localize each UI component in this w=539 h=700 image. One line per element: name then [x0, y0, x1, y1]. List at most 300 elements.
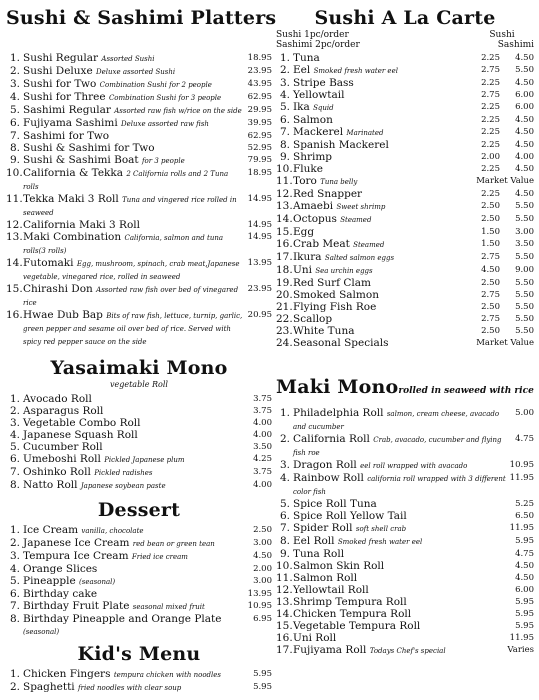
item-body [293, 301, 470, 313]
menu-item [6, 130, 272, 142]
menu-item [6, 613, 272, 638]
sashimi-price: 9.00 [515, 265, 534, 275]
item-name: Spanish Mackerel [293, 139, 389, 151]
item-body [293, 584, 506, 596]
menu-item [6, 78, 272, 91]
sushi-price: 2.25 [481, 189, 500, 199]
dessert-title: Dessert [97, 499, 181, 521]
menu-item [6, 117, 272, 130]
item-price: 3.50 [253, 442, 272, 452]
item-number: 12. [6, 219, 23, 231]
item-description: eel roll wrapped with avacado [360, 462, 468, 470]
item-number: 14. [6, 257, 23, 269]
item-description: Bits of raw fish, lettuce, turnip, garlic, green pepper and sesame oil over bed of rice. Served with spicy red pepper sauce on the side [23, 312, 243, 346]
sushi-price: 2.25 [481, 78, 500, 88]
item-number: 12. [276, 584, 293, 596]
alacarte-header-sashimi-col: Sashimi [497, 40, 534, 50]
menu-item [276, 277, 534, 289]
menu-item [276, 632, 534, 644]
menu-item [276, 313, 534, 325]
menu-item [6, 167, 272, 193]
item-body [293, 188, 470, 200]
item-price: 23.95 [247, 284, 272, 294]
menu-item [6, 575, 272, 588]
alacarte-header-row-1 [276, 30, 534, 40]
menu-item [276, 289, 534, 301]
item-body [293, 200, 470, 213]
item-name: Smoked Salmon [293, 289, 379, 301]
yasaimaki-section [6, 356, 272, 492]
item-number: 4. [9, 563, 20, 575]
sashimi-price: 6.00 [515, 102, 534, 112]
sashimi-price: 4.50 [515, 164, 534, 174]
menu-item [276, 200, 534, 213]
item-number: 7. [9, 130, 20, 142]
item-name: Fujiyama Sashimi [23, 117, 118, 129]
yasaimaki-subtitle: vegetable Roll [109, 380, 168, 389]
item-name: Uni [293, 264, 312, 276]
menu-item [6, 91, 272, 104]
item-body [293, 151, 470, 163]
item-body [293, 175, 470, 188]
item-body [23, 142, 244, 154]
item-number: 10. [276, 560, 293, 572]
kids-title: Kid's Menu [77, 643, 201, 665]
menu-item [6, 405, 272, 417]
item-price: 4.00 [253, 480, 272, 490]
item-price: 2.50 [253, 525, 272, 535]
item-body [293, 548, 506, 560]
menu-item [6, 283, 272, 309]
item-number: 5. [9, 441, 20, 453]
item-price: 23.95 [247, 66, 272, 76]
item-price: 5.95 [253, 669, 272, 679]
item-price: 2.00 [253, 564, 272, 574]
item-price: 4.00 [253, 430, 272, 440]
item-price: 62.95 [247, 92, 272, 102]
item-name: Fujiyama Roll [293, 644, 367, 656]
sashimi-price: 4.00 [515, 152, 534, 162]
item-description: Sweet shrimp [336, 203, 386, 211]
item-number: 8. [9, 613, 20, 625]
menu-item [276, 498, 534, 510]
item-body [23, 52, 244, 65]
item-body [293, 89, 470, 101]
item-name: Uni Roll [293, 632, 337, 644]
sashimi-price: 5.50 [515, 65, 534, 75]
item-description: (seasonal) [79, 578, 116, 586]
kids-section [6, 642, 272, 694]
item-body [23, 668, 244, 681]
item-body [23, 563, 244, 575]
sashimi-price: 5.50 [515, 252, 534, 262]
item-name: Asparagus Roll [23, 405, 104, 417]
item-description: Pickled Japanese plum [104, 456, 185, 464]
item-name: Shrimp Tempura Roll [293, 596, 407, 608]
menu-item [276, 89, 534, 101]
menu-item [276, 163, 534, 175]
right-column [276, 0, 534, 657]
item-price: 4.50 [515, 573, 534, 583]
item-body [23, 588, 244, 600]
item-price: 11.95 [509, 473, 534, 483]
item-description: Egg, mushroom, spinach, crab meat,Japanese vegetable, vinegared rice, rolled in seaweed [23, 260, 240, 281]
item-number: 8. [9, 479, 20, 491]
alacarte-header-sushi-order: Sushi 1pc/order [276, 30, 349, 40]
item-body [23, 417, 244, 429]
item-name: Crab Meat [293, 238, 350, 250]
item-price: 10.95 [509, 460, 534, 470]
menu-item [6, 441, 272, 453]
sashimi-price: 3.00 [515, 227, 534, 237]
sushi-price: 2.75 [481, 90, 500, 100]
item-price: 4.00 [253, 418, 272, 428]
item-description: soft shell crab [355, 525, 407, 533]
item-name: Salmon Skin Roll [293, 560, 385, 572]
item-price: 14.95 [247, 220, 272, 230]
item-name: White Tuna [293, 325, 355, 337]
menu-item [276, 77, 534, 89]
menu-item [276, 459, 534, 472]
item-price: Varies [507, 645, 534, 655]
item-description: Assorted raw fish over bed of vinegared rice [23, 286, 239, 307]
alacarte-section [276, 0, 534, 349]
item-number: 2. [9, 681, 20, 693]
menu-item [276, 188, 534, 200]
item-name: Umeboshi Roll [23, 453, 101, 465]
item-number: 17. [276, 644, 293, 656]
item-number: 7. [279, 126, 290, 138]
sashimi-price: 4.50 [515, 140, 534, 150]
item-price: 4.50 [515, 561, 534, 571]
item-name: Spice Roll Yellow Tail [293, 510, 407, 522]
sushi-price: 2.50 [481, 278, 500, 288]
sushi-price: 2.00 [481, 152, 500, 162]
item-body [293, 277, 470, 289]
item-number: 18. [276, 264, 293, 276]
item-body [23, 524, 244, 537]
menu-item [276, 510, 534, 522]
item-price: 79.95 [247, 155, 272, 165]
item-price: 6.00 [515, 585, 534, 595]
menu-item [276, 433, 534, 459]
item-name: Amaebi [293, 200, 334, 212]
item-number: 11. [276, 175, 293, 187]
item-name: Fluke [293, 163, 323, 175]
item-body [293, 139, 470, 151]
item-name: Sashimi for Two [23, 130, 110, 142]
item-body [23, 575, 244, 588]
sashimi-price: 5.50 [515, 290, 534, 300]
dessert-list [6, 524, 272, 638]
menu-item [276, 560, 534, 572]
item-number: 23. [276, 325, 293, 337]
item-name: Red Surf Clam [293, 277, 371, 289]
item-number: 15. [276, 226, 293, 238]
menu-item [6, 681, 272, 694]
item-name: California Roll [293, 433, 370, 445]
item-body [293, 560, 506, 572]
sushi-price: 4.50 [481, 265, 500, 275]
menu-item [6, 453, 272, 466]
yasaimaki-title: Yasaimaki Mono [50, 357, 228, 379]
item-price: 13.95 [247, 258, 272, 268]
maki-section [276, 375, 534, 657]
item-number: 7. [9, 600, 20, 612]
sashimi-price: 3.50 [515, 239, 534, 249]
item-description: (seasonal) [23, 628, 60, 636]
item-name: Ice Cream [23, 524, 79, 536]
item-body [23, 600, 244, 613]
item-number: 15. [6, 283, 23, 295]
item-name: Vegetable Combo Roll [23, 417, 141, 429]
item-number: 13. [276, 200, 293, 212]
dessert-section [6, 498, 272, 638]
platters-list [6, 52, 272, 348]
item-number: 3. [9, 417, 20, 429]
menu-item [6, 154, 272, 167]
menu-item [6, 466, 272, 479]
item-body [293, 459, 506, 472]
item-number: 16. [276, 238, 293, 250]
item-body [23, 91, 244, 104]
item-number: 5. [9, 575, 20, 587]
item-number: 6. [9, 117, 20, 129]
item-body [293, 313, 470, 325]
sashimi-price: 5.50 [515, 214, 534, 224]
item-name: Eel Roll [293, 535, 335, 547]
item-price: 29.95 [247, 105, 272, 115]
item-number: 14. [276, 608, 293, 620]
menu-item [276, 620, 534, 632]
menu-item [6, 219, 272, 231]
item-name: Mackerel [293, 126, 344, 138]
menu-item [276, 264, 534, 277]
item-price: 5.00 [515, 408, 534, 418]
menu-item [276, 584, 534, 596]
item-name: California & Tekka [23, 167, 124, 179]
item-name: Japanese Ice Cream [23, 537, 130, 549]
menu-item [276, 114, 534, 126]
item-number: 2. [279, 64, 290, 76]
menu-item [6, 524, 272, 537]
item-body [23, 441, 244, 453]
menu-item [6, 563, 272, 575]
menu-item [6, 193, 272, 219]
item-name: Sushi Regular [23, 52, 99, 64]
item-price: 39.95 [247, 118, 272, 128]
item-body [293, 213, 470, 226]
item-name: Sushi for Two [23, 78, 97, 90]
item-price: 11.95 [509, 523, 534, 533]
item-number: 6. [9, 588, 20, 600]
menu-item [276, 139, 534, 151]
item-description: California, salmon and tuna rolls(3 rolls) [23, 234, 224, 255]
item-body [293, 264, 470, 277]
item-body [23, 537, 244, 550]
item-price: 43.95 [247, 79, 272, 89]
menu-item [276, 522, 534, 535]
item-description: tempura chicken with noodles [113, 671, 222, 679]
item-name: Spice Roll Tuna [293, 498, 377, 510]
item-body [23, 479, 244, 492]
item-description: Tuna belly [320, 178, 358, 186]
item-body [23, 283, 244, 309]
item-description: Assorted Sushi [101, 55, 155, 63]
item-number: 8. [9, 142, 20, 154]
item-body [23, 613, 244, 638]
item-number: 1. [279, 52, 290, 64]
item-name: Shrimp [293, 151, 333, 163]
item-body [293, 325, 470, 337]
item-name: Tuna Roll [293, 548, 345, 560]
menu-item [276, 151, 534, 163]
alacarte-header-row-2 [276, 40, 534, 50]
item-name: Flying Fish Roe [293, 301, 377, 313]
item-price: 62.95 [247, 131, 272, 141]
sashimi-price: 4.50 [515, 78, 534, 88]
menu-item [6, 550, 272, 563]
menu-item [276, 407, 534, 433]
item-price: 6.50 [515, 511, 534, 521]
item-market-value: Market Value [476, 338, 534, 348]
item-number: 5. [9, 104, 20, 116]
item-name: Sushi for Three [23, 91, 106, 103]
item-body [293, 407, 506, 433]
item-number: 7. [279, 522, 290, 534]
item-body [293, 77, 470, 89]
sushi-price: 2.25 [481, 127, 500, 137]
maki-title-suffix: rolled in seaweed with rice [398, 386, 534, 396]
item-body [23, 65, 244, 78]
item-body [23, 429, 244, 441]
item-name: Sushi & Sashimi Boat [23, 154, 139, 166]
item-price: 3.75 [253, 406, 272, 416]
item-description: fried noodles with clear soup [78, 684, 182, 692]
item-body [293, 114, 470, 126]
item-number: 2. [9, 405, 20, 417]
item-number: 1. [9, 524, 20, 536]
item-body [293, 572, 506, 584]
yasaimaki-list [6, 393, 272, 492]
item-description: seasonal mixed fruit [132, 603, 205, 611]
sushi-price: 1.50 [481, 227, 500, 237]
item-description: Fried ice cream [131, 553, 188, 561]
item-name: Yellowtail Roll [293, 584, 369, 596]
item-price: 10.95 [247, 601, 272, 611]
item-body [23, 257, 244, 283]
menu-item [6, 52, 272, 65]
item-price: 5.95 [515, 536, 534, 546]
item-description: red bean or green tean [132, 540, 215, 548]
item-number: 7. [9, 466, 20, 478]
item-body [293, 498, 506, 510]
item-body [23, 130, 244, 142]
item-number: 20. [276, 289, 293, 301]
alacarte-title: Sushi A La Carte [314, 7, 496, 29]
item-body [23, 681, 244, 694]
item-description: salmon, cream cheese, avacado and cucumber [293, 410, 500, 431]
sushi-price: 2.75 [481, 314, 500, 324]
item-price: 3.75 [253, 394, 272, 404]
item-body [23, 466, 244, 479]
menu-item [276, 337, 534, 349]
item-body [293, 226, 470, 238]
item-number: 1. [9, 668, 20, 680]
menu-item [6, 668, 272, 681]
item-body [23, 219, 244, 231]
menu-item [6, 231, 272, 257]
item-name: Toro [293, 175, 317, 187]
item-number: 2. [9, 537, 20, 549]
item-name: Chicken Fingers [23, 668, 111, 680]
item-body [293, 522, 506, 535]
sushi-price: 2.25 [481, 164, 500, 174]
item-description: Steamed [340, 216, 372, 224]
item-description: Steamed [353, 241, 385, 249]
item-price: 13.95 [247, 589, 272, 599]
item-name: Rainbow Roll [293, 472, 364, 484]
sashimi-price: 5.50 [515, 326, 534, 336]
item-name: Egg [293, 226, 315, 238]
item-price: 3.75 [253, 467, 272, 477]
sashimi-price: 4.50 [515, 127, 534, 137]
item-body [293, 238, 470, 251]
sushi-price: 1.50 [481, 239, 500, 249]
sushi-price: 2.75 [481, 290, 500, 300]
item-body [23, 453, 244, 466]
item-number: 14. [276, 213, 293, 225]
item-number: 11. [6, 193, 23, 205]
sushi-price: 2.25 [481, 53, 500, 63]
item-number: 4. [279, 89, 290, 101]
item-body [293, 596, 506, 608]
item-name: Ikura [293, 251, 322, 263]
item-name: Sushi Deluxe [23, 65, 93, 77]
item-description: Smoked fresh water eel [337, 538, 423, 546]
item-number: 13. [6, 231, 23, 243]
item-body [293, 433, 506, 459]
item-body [293, 101, 470, 114]
menu-item [6, 417, 272, 429]
item-description: california roll wrapped with 3 different color fish [293, 475, 506, 496]
item-name: Sashimi Regular [23, 104, 111, 116]
item-number: 8. [279, 139, 290, 151]
item-number: 12. [276, 188, 293, 200]
sashimi-price: 4.50 [515, 189, 534, 199]
item-name: Birthday cake [23, 588, 98, 600]
item-name: Tuna [293, 52, 320, 64]
item-body [293, 64, 470, 77]
item-price: 18.95 [247, 168, 272, 178]
item-number: 9. [9, 154, 20, 166]
item-body [293, 632, 506, 644]
item-description: Assorted raw fish w/rice on the side [114, 107, 242, 115]
item-number: 1. [279, 407, 290, 419]
item-name: Red Snapper [293, 188, 363, 200]
item-name: Orange Slices [23, 563, 98, 575]
item-number: 10. [6, 167, 23, 179]
item-body [23, 117, 244, 130]
item-market-value: Market Value [476, 176, 534, 186]
menu-item [276, 213, 534, 226]
item-name: Pineapple [23, 575, 76, 587]
item-description: Marinated [346, 129, 384, 137]
item-body [23, 104, 244, 117]
item-name: Dragon Roll [293, 459, 357, 471]
item-price: 4.75 [515, 434, 534, 444]
item-name: Chicken Tempura Roll [293, 608, 412, 620]
